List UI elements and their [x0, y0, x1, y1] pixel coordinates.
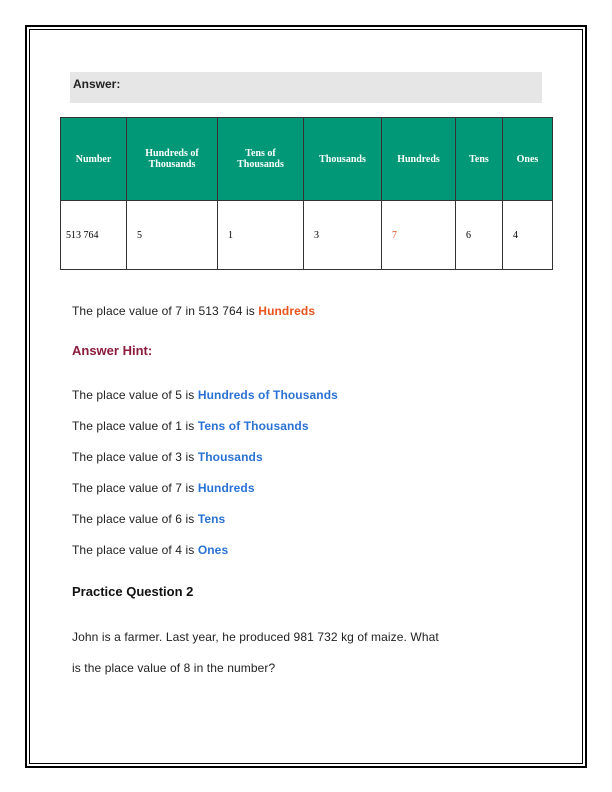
hint-value: Hundreds — [197, 481, 255, 495]
hint-prefix: The place value of 3 is — [72, 450, 198, 464]
result-value: Hundreds — [258, 304, 316, 318]
hint-prefix: The place value of 5 is — [72, 388, 198, 402]
hint-title: Answer Hint: — [72, 343, 153, 358]
header-number: Number — [61, 118, 127, 201]
place-value-table — [60, 117, 553, 270]
hint-line — [72, 543, 228, 557]
hint-line — [72, 450, 263, 464]
hint-prefix: The place value of 4 is — [72, 543, 198, 557]
header-thousands: Thousands — [304, 118, 382, 201]
header-hundreds-of-thousands: Hundreds of Thousands — [127, 118, 218, 201]
hint-prefix: The place value of 1 is — [72, 419, 198, 433]
cell-number: 513 764 — [61, 201, 127, 270]
hint-line — [72, 419, 309, 433]
cell-thousands: 3 — [304, 201, 382, 270]
result-prefix: The place value of 7 in 513 764 is — [72, 304, 259, 318]
answer-label: Answer: — [70, 72, 542, 103]
hint-value: Thousands — [197, 450, 263, 464]
cell-ones: 4 — [503, 201, 553, 270]
header-ones: Ones — [503, 118, 553, 201]
hint-value: Ones — [197, 543, 229, 557]
hint-prefix: The place value of 7 is — [72, 481, 198, 495]
hint-value: Hundreds of Thousands — [197, 388, 338, 402]
hint-line — [72, 388, 338, 402]
cell-hundreds: 7 — [382, 201, 456, 270]
cell-tens: 6 — [456, 201, 503, 270]
practice-question-line: is the place value of 8 in the number? — [72, 661, 276, 675]
result-sentence — [72, 304, 315, 318]
header-tens: Tens — [456, 118, 503, 201]
table-row — [61, 201, 553, 270]
hint-prefix: The place value of 6 is — [72, 512, 198, 526]
hint-value: Tens of Thousands — [197, 419, 309, 433]
cell-hundreds-of-thousands: 5 — [127, 201, 218, 270]
header-hundreds: Hundreds — [382, 118, 456, 201]
hint-line — [72, 512, 225, 526]
hint-line — [72, 481, 255, 495]
practice-question-title: Practice Question 2 — [72, 584, 194, 599]
practice-question-line: John is a farmer. Last year, he produced 981 732 kg of maize. What — [72, 630, 439, 644]
hint-value: Tens — [197, 512, 226, 526]
cell-tens-of-thousands: 1 — [218, 201, 304, 270]
header-tens-of-thousands: Tens of Thousands — [218, 118, 304, 201]
table-header-row — [61, 118, 553, 201]
